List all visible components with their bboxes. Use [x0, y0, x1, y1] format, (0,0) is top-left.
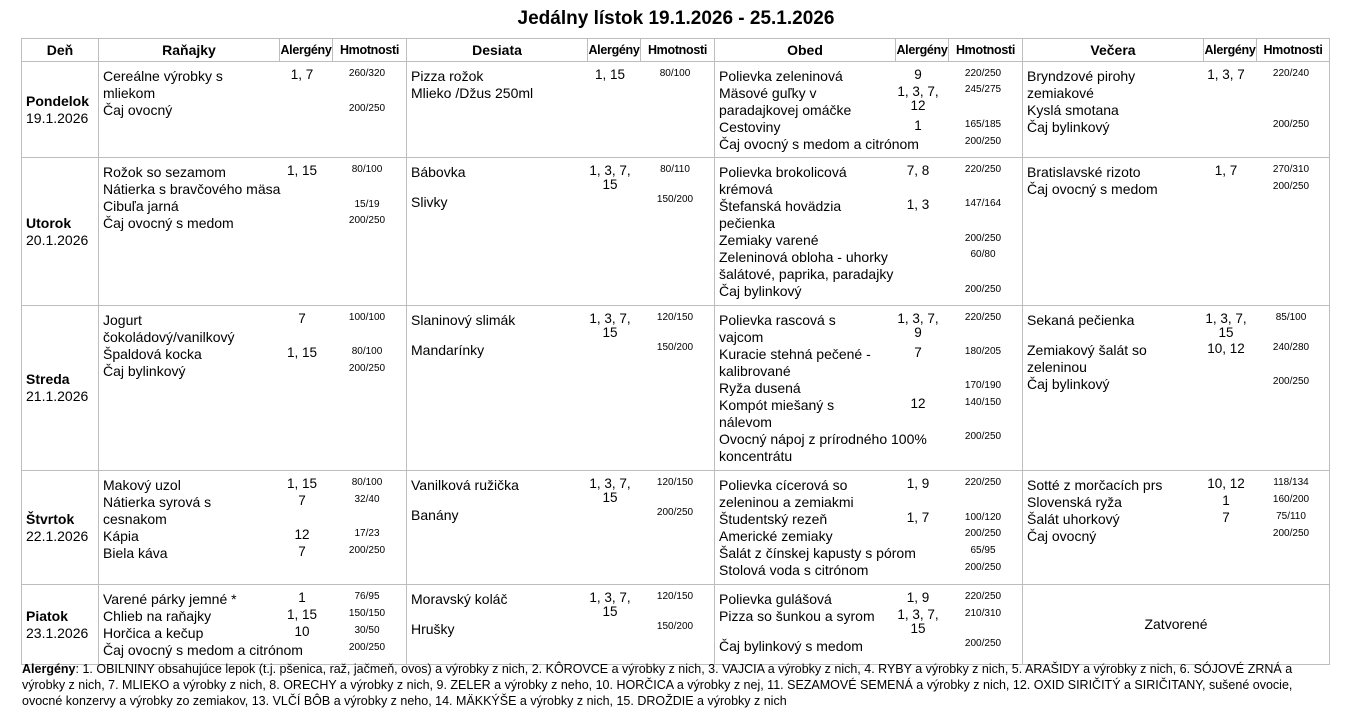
allergen-value: 7	[298, 493, 306, 508]
day-name: Utorok	[26, 214, 72, 231]
day-cell	[22, 306, 99, 471]
meal-item: Biela káva	[103, 545, 168, 561]
weight-value: 240/280	[1272, 342, 1310, 353]
weight-value: 200/250	[964, 136, 1002, 147]
allergen-legend-label: Alergény	[22, 662, 76, 676]
meal-item: Banány	[411, 507, 459, 523]
day-row-tuesday	[22, 158, 1330, 306]
weight-value: 165/185	[964, 119, 1002, 130]
allergen-legend	[22, 661, 1332, 709]
weight-value: 200/250	[348, 215, 386, 226]
meal-item: Kápia	[103, 528, 139, 544]
meal-item: Stolová voda s citrónom	[719, 562, 869, 578]
weight-value: 200/250	[964, 233, 1002, 244]
meal-dinner	[1023, 158, 1330, 306]
allergen-value: 12	[294, 527, 310, 542]
meal-item: Polievka gulášová	[719, 591, 832, 607]
allergen-value: 1, 3, 7, 12	[897, 84, 939, 113]
meal-item: Bryndzové pirohy zemiakové	[1027, 68, 1136, 101]
meal-item: Kompót miešaný s nálevom	[719, 397, 835, 430]
meal-item: Čaj bylinkový s medom	[719, 638, 863, 654]
meal-item: Jogurt čokoládový/vanilkový	[103, 312, 235, 345]
meal-item: Polievka brokolicová krémová	[719, 164, 847, 197]
meal-dinner	[1023, 585, 1330, 665]
closed-label: Zatvorené	[1144, 616, 1208, 632]
header-allergens: Alergény	[588, 39, 641, 62]
header-snack: Desiata	[407, 39, 588, 62]
meal-item: Cestoviny	[719, 119, 781, 135]
allergen-value: 10, 12	[1207, 476, 1245, 491]
allergen-legend-text: : 1. OBILNINY obsahujúce lepok (t.j. pšenica, raž, jačmeň, ovos) a výrobky z nich, 2. KÔROVCE a výrobky z nich, 3. VAJCIA a výrobky z nich, 4. RYBY a výrobky z nich, 5. ARAŠIDY a výrobky z nich, 6. SÓJOVÉ ZRNÁ a výrobky z nich, 7. MLIEKO a výrobky z nich, 8. ORECHY a výrobky z nich, 9. ZELER a výrobky z neho, 10. HORČICA a výrobky z nej, 11. SEZAMOVÉ SEMENÁ a výrobky z nich, 12. OXID SIRIČITÝ a SIRIČITANY, sušené ovocie, ovocné konzervy a výrobky zo zemiakov, 13. VLČÍ BÔB a výrobky z neho, 14. MÄKKÝŠE a výrobky z nich, 15. DROŽDIE a výrobky z nich	[22, 662, 1293, 708]
meal-item: Špaldová kocka	[103, 346, 202, 362]
weight-value: 200/250	[348, 363, 386, 374]
weight-value: 75/110	[1276, 511, 1306, 522]
meal-item: Zemiakový šalát so zeleninou	[1027, 342, 1147, 375]
page-title: Jedálny lístok 19.1.2026 - 25.1.2026	[517, 8, 835, 29]
allergen-value: 1, 3, 7, 15	[589, 311, 631, 340]
meal-lunch	[715, 585, 1023, 665]
weight-value: 200/250	[348, 545, 386, 556]
allergen-value: 1	[298, 590, 306, 605]
day-row-thursday	[22, 471, 1330, 585]
allergen-value: 1, 3	[906, 197, 930, 212]
weight-value: 270/310	[1272, 164, 1310, 175]
header-lunch: Obed	[715, 39, 896, 62]
meal-item: Bábovka	[411, 164, 466, 180]
meal-item: Štefanská hovädzia pečienka	[719, 198, 842, 231]
header-dinner: Večera	[1023, 39, 1204, 62]
meal-item: Hrušky	[411, 621, 455, 637]
meal-breakfast	[99, 585, 407, 665]
meal-item: Rožok so sezamom	[103, 164, 226, 180]
allergen-value: 1, 7	[1214, 163, 1238, 178]
allergen-value: 1, 9	[906, 476, 930, 491]
meal-item: Bratislavské rizoto	[1027, 164, 1141, 180]
meal-item: Študentský rezeň	[719, 511, 828, 527]
weight-value: 200/250	[1272, 181, 1310, 192]
weight-value: 200/250	[964, 431, 1002, 442]
meal-lunch	[715, 62, 1023, 158]
allergen-value: 10	[294, 624, 310, 639]
allergen-value: 1, 9	[906, 590, 930, 605]
allergen-value: 1, 3, 7, 15	[1205, 311, 1247, 340]
allergen-value: 1, 7	[906, 510, 930, 525]
meal-breakfast	[99, 471, 407, 585]
weight-value: 80/100	[351, 164, 383, 175]
weight-value: 118/134	[1273, 477, 1309, 488]
weight-value: 17/23	[354, 528, 380, 539]
allergen-value: 1, 3, 7, 15	[589, 476, 631, 505]
weight-value: 200/250	[1272, 376, 1310, 387]
meal-item: Pizza rožok	[411, 68, 484, 84]
weight-value: 170/190	[964, 380, 1002, 391]
day-date: 21.1.2026	[26, 388, 89, 404]
meal-lunch	[715, 471, 1023, 585]
weight-value: 100/120	[964, 512, 1002, 523]
day-name: Štvrtok	[26, 510, 75, 527]
allergen-value: 7	[298, 544, 306, 559]
meal-item: Americké zemiaky	[719, 528, 833, 544]
weight-value: 260/320	[348, 68, 386, 79]
weight-value: 200/250	[964, 284, 1002, 295]
meal-item: Slivky	[411, 194, 448, 210]
meal-item: Sekaná pečienka	[1027, 312, 1135, 328]
allergen-value: 1, 15	[286, 607, 318, 622]
meal-item: Zemiaky varené	[719, 232, 819, 248]
day-date: 20.1.2026	[26, 231, 89, 248]
day-cell	[22, 158, 99, 306]
meal-item: Ovocný nápoj z prírodného 100% koncentrátu	[719, 431, 927, 464]
weight-value: 32/40	[354, 494, 380, 505]
meal-item: Čaj bylinkový	[719, 283, 802, 299]
allergen-value: 12	[910, 396, 926, 411]
allergen-value: 1	[1222, 493, 1230, 508]
meal-item: Šalát z čínskej kapusty s pórom	[719, 545, 916, 561]
allergen-value: 1, 3, 7, 9	[897, 311, 939, 340]
weight-value: 220/250	[964, 164, 1002, 175]
day-date: 23.1.2026	[26, 624, 89, 641]
meal-item: Nátierka s bravčového mäsa	[103, 181, 281, 197]
meal-item: Vanilková ružička	[411, 477, 519, 493]
meal-item: Moravský koláč	[411, 591, 508, 607]
weight-value: 120/150	[656, 477, 694, 488]
weight-value: 220/250	[964, 591, 1002, 602]
header-weight: Hmotnosti	[641, 39, 715, 62]
meal-item: Čaj ovocný	[1027, 528, 1097, 544]
header-allergens: Alergény	[1204, 39, 1257, 62]
weight-value: 200/250	[964, 562, 1002, 573]
header-day: Deň	[22, 39, 99, 62]
allergen-value: 7, 8	[906, 163, 930, 178]
allergen-value: 1, 3, 7, 15	[589, 163, 631, 192]
weight-value: 65/95	[970, 545, 996, 556]
allergen-value: 1, 3, 7, 15	[897, 607, 939, 636]
meal-item: Čaj ovocný	[103, 102, 173, 118]
weight-value: 60/80	[970, 249, 996, 260]
weight-value: 80/100	[351, 346, 383, 357]
day-cell	[22, 62, 99, 158]
allergen-value: 1, 3, 7, 15	[589, 590, 631, 619]
weight-value: 100/100	[348, 312, 386, 323]
meal-item: Čaj bylinkový	[1027, 376, 1110, 392]
weight-value: 180/205	[964, 346, 1002, 357]
allergen-value: 1, 15	[594, 67, 626, 82]
day-name: Piatok	[26, 607, 69, 624]
meal-item: Mäsové guľky v paradajkovej omáčke	[719, 85, 852, 118]
meal-lunch	[715, 306, 1023, 471]
meal-item: Šalát uhorkový	[1027, 511, 1120, 527]
meal-item: Sotté z morčacích prs	[1027, 477, 1163, 493]
meal-item: Čaj bylinkový	[1027, 119, 1110, 135]
meal-item: Zeleninová obloha - uhorky šalátové, paprika, paradajky	[719, 249, 894, 282]
meal-snack	[407, 585, 715, 665]
weight-value: 80/110	[660, 164, 690, 175]
header-breakfast: Raňajky	[99, 39, 280, 62]
meal-item: Cibuľa jarná	[103, 198, 179, 214]
allergen-value: 7	[298, 311, 306, 326]
weight-value: 200/250	[1272, 528, 1310, 539]
meal-item: Kuracie stehná pečené - kalibrované	[719, 346, 871, 379]
meal-item: Čaj bylinkový	[103, 363, 186, 379]
meal-item: Slovenská ryža	[1027, 494, 1122, 510]
meal-item: Kyslá smotana	[1027, 102, 1119, 118]
menu-table	[21, 38, 1330, 665]
weight-value: 140/150	[964, 397, 1002, 408]
weight-value: 200/250	[964, 638, 1002, 649]
meal-item: Čaj ovocný s medom	[103, 215, 234, 231]
meal-item: Cereálne výrobky s mliekom	[103, 68, 223, 101]
header-weight: Hmotnosti	[1257, 39, 1330, 62]
weight-value: 120/150	[656, 591, 694, 602]
allergen-value: 10, 12	[1207, 341, 1245, 356]
weight-value: 200/250	[1272, 119, 1310, 130]
weight-value: 200/250	[964, 528, 1002, 539]
meal-item: Mlieko /Džus 250ml	[411, 85, 534, 101]
header-allergens: Alergény	[896, 39, 949, 62]
meal-item: Čaj ovocný s medom a citrónom	[719, 136, 919, 152]
meal-item: Čaj ovocný s medom	[1027, 181, 1158, 197]
day-cell	[22, 471, 99, 585]
day-cell	[22, 585, 99, 665]
meal-item: Slaninový slimák	[411, 312, 516, 328]
meal-snack	[407, 158, 715, 306]
day-row-friday	[22, 585, 1330, 665]
meal-dinner	[1023, 62, 1330, 158]
meal-breakfast	[99, 306, 407, 471]
header-row	[22, 39, 1330, 62]
allergen-value: 1	[914, 118, 922, 133]
weight-value: 220/240	[1272, 68, 1310, 79]
day-row-wednesday	[22, 306, 1330, 471]
weight-value: 200/250	[656, 507, 694, 518]
meal-breakfast	[99, 158, 407, 306]
allergen-value: 7	[1222, 510, 1230, 525]
allergen-value: 1, 15	[286, 476, 318, 491]
weight-value: 150/200	[656, 621, 694, 632]
header-weight: Hmotnosti	[949, 39, 1023, 62]
meal-lunch	[715, 158, 1023, 306]
day-date: 22.1.2026	[26, 527, 89, 544]
allergen-value: 1, 15	[286, 163, 318, 178]
weight-value: 15/19	[354, 199, 380, 210]
meal-snack	[407, 62, 715, 158]
meal-item: Polievka rascová s vajcom	[719, 312, 836, 345]
header-weight: Hmotnosti	[333, 39, 407, 62]
day-name: Streda	[26, 371, 70, 387]
weight-value: 220/250	[964, 312, 1002, 323]
weight-value: 150/150	[348, 608, 386, 619]
day-date: 19.1.2026	[26, 109, 89, 126]
weight-value: 160/200	[1272, 494, 1310, 505]
meal-item: Polievka cícerová so zeleninou a zemiakmi	[719, 477, 854, 510]
allergen-value: 7	[914, 345, 922, 360]
weight-value: 80/100	[351, 477, 383, 488]
meal-dinner	[1023, 306, 1330, 471]
weight-value: 220/250	[964, 477, 1002, 488]
allergen-value: 1, 7	[290, 67, 314, 82]
allergen-value: 1, 15	[286, 345, 318, 360]
meal-item: Chlieb na raňajky	[103, 608, 212, 624]
day-row-monday	[22, 62, 1330, 158]
meal-breakfast	[99, 62, 407, 158]
meal-item: Pizza so šunkou a syrom	[719, 608, 875, 624]
weight-value: 85/100	[1275, 312, 1307, 323]
weight-value: 30/50	[354, 625, 380, 636]
weight-value: 150/200	[656, 342, 694, 353]
weight-value: 80/100	[659, 68, 691, 79]
meal-item: Nátierka syrová s cesnakom	[103, 494, 212, 527]
meal-item: Mandarínky	[411, 342, 485, 358]
meal-item: Polievka zeleninová	[719, 68, 843, 84]
weight-value: 210/310	[964, 608, 1002, 619]
weight-value: 120/150	[656, 312, 694, 323]
weight-value: 220/250	[964, 68, 1002, 79]
day-name: Pondelok	[26, 92, 90, 109]
weight-value: 245/275	[964, 84, 1002, 95]
meal-snack	[407, 471, 715, 585]
meal-item: Varené párky jemné *	[103, 591, 237, 607]
meal-snack	[407, 306, 715, 471]
weight-value: 147/164	[964, 198, 1002, 209]
meal-item: Čaj ovocný s medom a citrónom	[103, 642, 303, 658]
meal-item: Ryža dusená	[719, 380, 801, 396]
weight-value: 76/95	[354, 591, 380, 602]
weight-value: 200/250	[348, 103, 386, 114]
meal-dinner	[1023, 471, 1330, 585]
header-allergens: Alergény	[280, 39, 333, 62]
weight-value: 150/200	[656, 194, 694, 205]
weight-value: 200/250	[348, 642, 386, 653]
allergen-value: 1, 3, 7	[1207, 67, 1245, 82]
meal-item: Makový uzol	[103, 477, 181, 493]
meal-item: Horčica a kečup	[103, 625, 204, 641]
allergen-value: 9	[914, 67, 922, 82]
